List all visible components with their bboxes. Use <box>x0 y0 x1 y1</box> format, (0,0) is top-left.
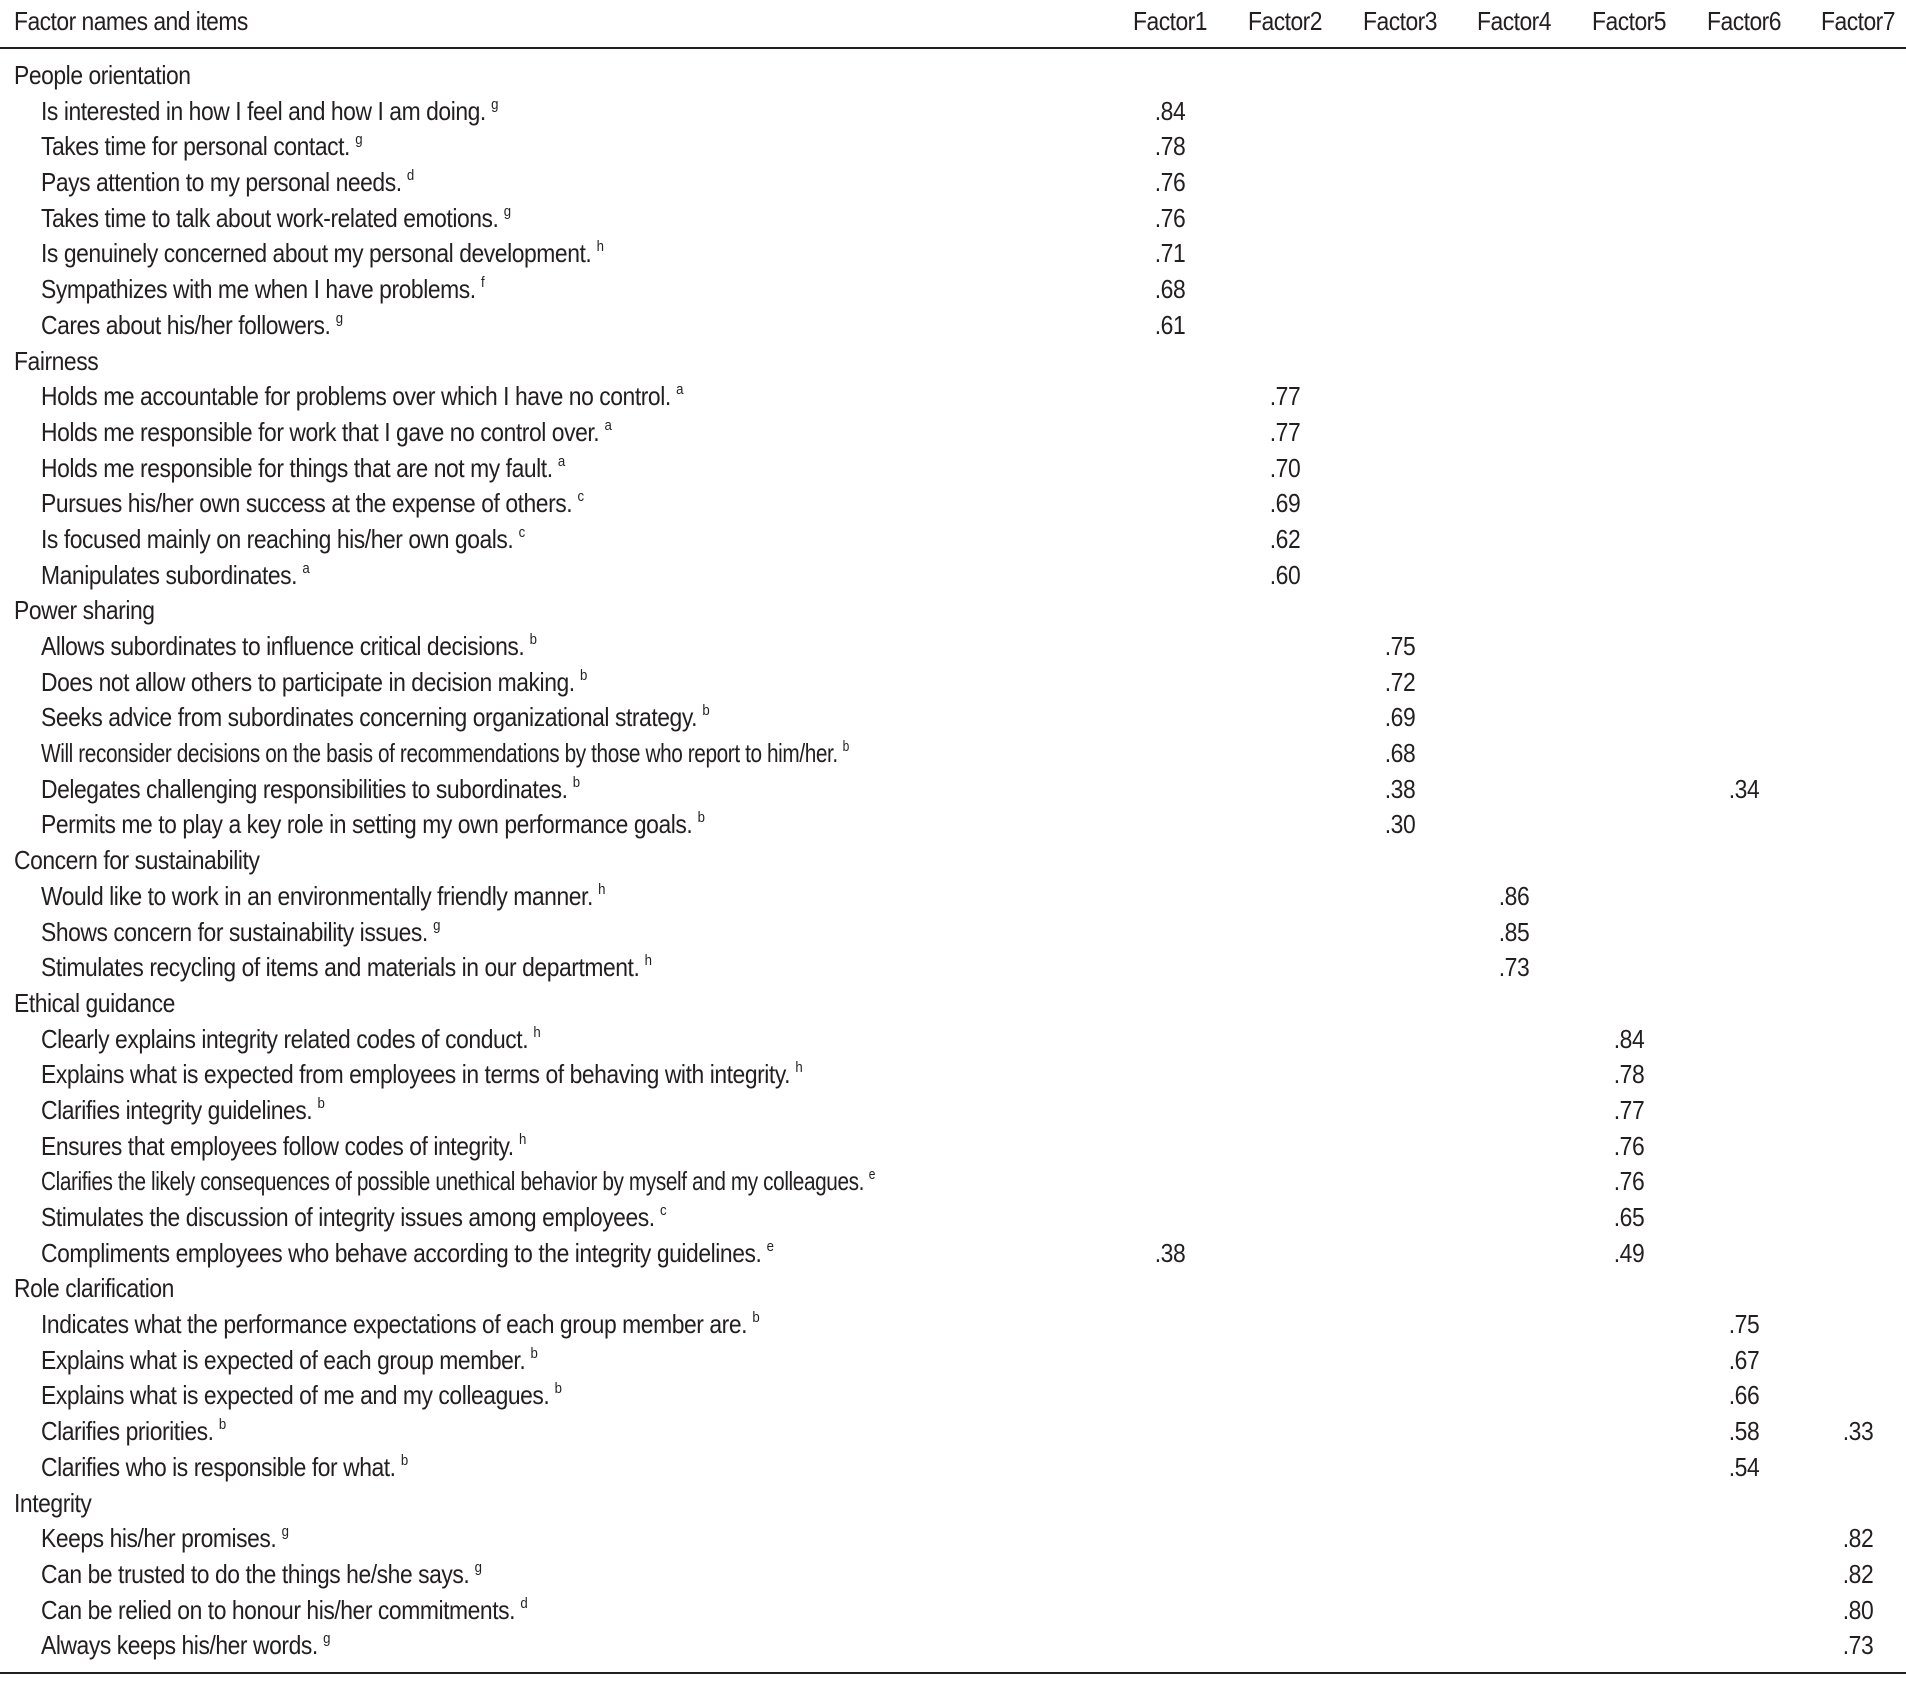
item-row <box>0 629 1906 665</box>
item-footnote-marker: g <box>491 95 499 113</box>
loading-factor6: .66 <box>1728 1380 1760 1411</box>
item-footnote-marker: b <box>572 773 580 791</box>
item-text: Stimulates the discussion of integrity issues among employees. <box>41 1202 655 1232</box>
item-text: Compliments employees who behave according to the integrity guidelines. <box>41 1237 762 1268</box>
item-text-cell <box>41 917 440 948</box>
item-text-cell <box>41 1523 289 1554</box>
item-footnote-marker: g <box>335 309 343 327</box>
loading-factor1: .76 <box>1154 167 1186 198</box>
header-label: Factor names and items <box>14 6 248 36</box>
item-text-cell <box>41 417 611 448</box>
item-text: Indicates what the performance expectations of each group member are. <box>41 1309 748 1340</box>
item-row <box>0 379 1906 415</box>
item-text: Holds me responsible for things that are not my fault. <box>41 452 553 483</box>
item-footnote-marker: a <box>676 381 683 399</box>
item-text-cell <box>41 809 704 840</box>
loading-factor2: .77 <box>1269 381 1301 412</box>
item-text: Can be relied on to honour his/her commitments. <box>41 1594 516 1625</box>
section-name: Ethical guidance <box>14 987 175 1018</box>
loading-factor6: .54 <box>1728 1451 1760 1482</box>
item-row <box>0 879 1906 915</box>
item-row <box>0 415 1906 451</box>
loading-factor4: .85 <box>1498 916 1530 947</box>
item-footnote-marker: c <box>518 523 525 541</box>
item-text-cell <box>41 702 709 733</box>
loading-factor1: .71 <box>1154 238 1186 269</box>
item-footnote-marker: b <box>702 702 710 720</box>
loading-factor5: .76 <box>1613 1130 1645 1161</box>
item-row <box>0 1450 1906 1486</box>
item-text: Is genuinely concerned about my personal development. <box>41 238 592 269</box>
item-text: Clearly explains integrity related codes of conduct. <box>41 1023 529 1054</box>
item-text-cell <box>41 1630 330 1661</box>
section-name: Role clarification <box>14 1273 174 1304</box>
loading-factor7: .73 <box>1842 1630 1874 1661</box>
item-row <box>0 1236 1906 1272</box>
item-row <box>0 1200 1906 1236</box>
item-row <box>0 700 1906 736</box>
loading-factor5: .84 <box>1613 1023 1645 1054</box>
item-footnote-marker: b <box>579 666 587 684</box>
item-text: Keeps his/her promises. <box>41 1523 277 1554</box>
item-text-cell <box>41 1095 324 1126</box>
item-text-cell <box>41 167 414 198</box>
item-text-cell <box>41 1166 875 1197</box>
loading-factor3: .72 <box>1384 666 1416 697</box>
section-row <box>0 58 1906 94</box>
item-text: Clarifies who is responsible for what. <box>41 1451 396 1482</box>
item-text: Is focused mainly on reaching his/her own goals. <box>41 523 514 554</box>
item-footnote-marker: b <box>400 1451 408 1469</box>
item-footnote-marker: g <box>281 1523 289 1541</box>
loading-factor7: .80 <box>1842 1594 1874 1625</box>
item-text: Sympathizes with me when I have problems. <box>41 274 476 305</box>
loading-factor3: .38 <box>1384 773 1416 804</box>
loading-factor3: .69 <box>1384 702 1416 733</box>
item-row <box>0 94 1906 130</box>
item-text-cell <box>41 1024 540 1055</box>
item-row <box>0 1414 1906 1450</box>
loading-factor2: .69 <box>1269 488 1301 519</box>
section-name: Concern for sustainability <box>14 845 260 876</box>
loading-factor2: .62 <box>1269 523 1301 554</box>
item-row <box>0 165 1906 201</box>
loading-factor6: .75 <box>1728 1309 1760 1340</box>
item-text: Permits me to play a key role in setting my own performance goals. <box>41 809 693 840</box>
item-row <box>0 1557 1906 1593</box>
item-text-cell <box>41 560 309 591</box>
table-body <box>0 58 1906 1664</box>
item-footnote-marker: h <box>596 238 604 256</box>
section-row <box>0 986 1906 1022</box>
loading-factor5: .65 <box>1613 1202 1645 1232</box>
item-footnote-marker: g <box>503 202 511 220</box>
item-text: Takes time to talk about work-related emotions. <box>41 202 499 233</box>
item-row <box>0 1343 1906 1379</box>
item-row <box>0 522 1906 558</box>
item-footnote-marker: b <box>317 1094 325 1112</box>
item-text: Cares about his/her followers. <box>41 309 331 340</box>
header-rule <box>0 47 1906 49</box>
item-text-cell <box>41 1345 537 1376</box>
item-row <box>0 1164 1906 1200</box>
loading-factor5: .78 <box>1613 1059 1645 1090</box>
item-footnote-marker: h <box>533 1023 541 1041</box>
item-text: Explains what is expected from employees in terms of behaving with integrity. <box>41 1059 791 1090</box>
loading-factor5: .49 <box>1613 1237 1645 1268</box>
item-row <box>0 558 1906 594</box>
item-text: Pays attention to my personal needs. <box>41 167 402 198</box>
item-text-cell <box>41 274 484 305</box>
item-row <box>0 486 1906 522</box>
loading-factor6: .67 <box>1728 1344 1760 1375</box>
item-row <box>0 451 1906 487</box>
header-factor3: Factor3 <box>1363 6 1437 36</box>
item-text: Can be trusted to do the things he/she says. <box>41 1558 470 1589</box>
item-footnote-marker: h <box>795 1059 803 1077</box>
item-footnote-marker: g <box>323 1630 330 1648</box>
item-text-cell <box>41 1059 802 1090</box>
item-footnote-marker: h <box>644 952 652 970</box>
item-footnote-marker: g <box>474 1558 482 1576</box>
loading-factor1: .68 <box>1154 274 1186 305</box>
table-header-row <box>0 0 1906 47</box>
item-footnote-marker: h <box>598 880 606 898</box>
item-row <box>0 1521 1906 1557</box>
item-row <box>0 1378 1906 1414</box>
item-text-cell <box>41 738 849 769</box>
item-text: Does not allow others to participate in decision making. <box>41 666 575 697</box>
item-text: Takes time for personal contact. <box>41 131 350 162</box>
item-text: Clarifies the likely consequences of possible unethical behavior by myself and my colleagues. <box>41 1166 864 1197</box>
item-text-cell <box>41 1416 226 1447</box>
section-row <box>0 843 1906 879</box>
item-footnote-marker: b <box>529 631 537 648</box>
section-row <box>0 344 1906 380</box>
loading-factor3: .75 <box>1384 631 1416 661</box>
loading-factor3: .30 <box>1384 809 1416 840</box>
item-footnote-marker: b <box>752 1309 760 1327</box>
item-row <box>0 915 1906 951</box>
section-name: Integrity <box>14 1487 92 1518</box>
header-factor4: Factor4 <box>1477 6 1551 36</box>
section-name: Power sharing <box>14 595 155 626</box>
section-row <box>0 593 1906 629</box>
item-row <box>0 1307 1906 1343</box>
item-footnote-marker: c <box>659 1202 667 1219</box>
header-factor1: Factor1 <box>1133 6 1207 36</box>
item-footnote-marker: a <box>557 452 565 470</box>
section-name: Fairness <box>14 345 99 376</box>
header-factor6: Factor6 <box>1707 6 1781 36</box>
item-row <box>0 236 1906 272</box>
item-footnote-marker: d <box>406 167 414 185</box>
item-footnote-marker: a <box>302 559 310 577</box>
item-text: Delegates challenging responsibilities to subordinates. <box>41 773 568 804</box>
item-row <box>0 736 1906 772</box>
item-row <box>0 272 1906 308</box>
loading-factor4: .73 <box>1498 952 1530 983</box>
item-footnote-marker: b <box>554 1380 562 1398</box>
item-text-cell <box>41 1202 666 1233</box>
item-text-cell <box>41 1559 482 1590</box>
item-text: Ensures that employees follow codes of integrity. <box>41 1130 514 1161</box>
item-row <box>0 665 1906 701</box>
item-text: Holds me responsible for work that I gave no control over. <box>41 416 600 447</box>
header-factor7: Factor7 <box>1821 6 1895 36</box>
item-footnote-marker: g <box>355 131 363 149</box>
loading-factor1: .78 <box>1154 131 1186 162</box>
item-text-cell <box>41 203 511 234</box>
item-text: Always keeps his/her words. <box>41 1630 318 1661</box>
section-row <box>0 1486 1906 1522</box>
loading-factor3: .68 <box>1384 738 1416 769</box>
item-footnote-marker: f <box>480 274 485 292</box>
item-text-cell <box>41 1131 526 1162</box>
loading-factor2: .60 <box>1269 559 1301 590</box>
loading-factor2: .70 <box>1269 452 1301 483</box>
item-text-cell <box>41 131 362 162</box>
loading-factor7: .82 <box>1842 1558 1874 1589</box>
item-row <box>0 308 1906 344</box>
loading-factor6: .34 <box>1728 773 1760 804</box>
item-text: Explains what is expected of each group member. <box>41 1344 526 1375</box>
bottom-rule <box>0 1672 1906 1674</box>
item-text-cell <box>41 488 584 519</box>
item-text: Pursues his/her own success at the expense of others. <box>41 488 573 519</box>
loading-factor7: .33 <box>1842 1416 1874 1447</box>
item-footnote-marker: b <box>697 809 705 827</box>
loading-factor4: .86 <box>1498 880 1530 911</box>
item-text-cell <box>41 381 683 412</box>
item-footnote-marker: d <box>520 1594 528 1612</box>
header-factor2: Factor2 <box>1248 6 1322 36</box>
item-text: Shows concern for sustainability issues. <box>41 916 428 947</box>
item-text: Clarifies priorities. <box>41 1416 214 1447</box>
item-text-cell <box>41 1595 527 1626</box>
item-text-cell <box>41 881 605 912</box>
item-text-cell <box>41 631 536 662</box>
item-text-cell <box>41 96 498 127</box>
item-footnote-marker: a <box>604 416 612 434</box>
item-text: Manipulates subordinates. <box>41 559 298 590</box>
item-text-cell <box>41 238 603 269</box>
loading-factor5: .76 <box>1613 1166 1645 1197</box>
loading-factor1: .61 <box>1154 309 1186 340</box>
item-text-cell <box>41 1238 774 1269</box>
item-row <box>0 1593 1906 1629</box>
item-footnote-marker: b <box>218 1416 226 1434</box>
item-text: Seeks advice from subordinates concerning organizational strategy. <box>41 702 698 733</box>
section-row <box>0 1271 1906 1307</box>
item-text: Is interested in how I feel and how I am doing. <box>41 95 486 126</box>
item-text-cell <box>41 1380 562 1411</box>
item-row <box>0 1022 1906 1058</box>
loading-factor1: .38 <box>1154 1237 1186 1268</box>
item-row <box>0 1129 1906 1165</box>
item-text: Holds me accountable for problems over which I have no control. <box>41 381 671 412</box>
item-text-cell <box>41 667 587 698</box>
item-text-cell <box>41 310 343 341</box>
item-footnote-marker: g <box>433 916 440 934</box>
item-text: Clarifies integrity guidelines. <box>41 1094 313 1125</box>
item-text-cell <box>41 774 580 805</box>
item-text: Explains what is expected of me and my colleagues. <box>41 1380 550 1411</box>
loading-factor1: .76 <box>1154 202 1186 233</box>
loading-factor1: .84 <box>1154 95 1186 126</box>
item-text-cell <box>41 952 652 983</box>
item-text: Will reconsider decisions on the basis of recommendations by those who report to him/her. <box>41 738 838 769</box>
item-text: Would like to work in an environmentally friendly manner. <box>41 880 593 911</box>
item-footnote-marker: e <box>766 1237 774 1255</box>
item-footnote-marker: b <box>842 738 849 756</box>
item-footnote-marker: e <box>868 1166 876 1184</box>
item-row <box>0 1628 1906 1664</box>
item-row <box>0 772 1906 808</box>
section-name: People orientation <box>14 60 191 90</box>
item-text: Stimulates recycling of items and materials in our department. <box>41 952 640 983</box>
header-factor5: Factor5 <box>1592 6 1666 36</box>
item-row <box>0 1093 1906 1129</box>
loading-factor5: .77 <box>1613 1094 1645 1125</box>
loading-factor7: .82 <box>1842 1523 1874 1554</box>
item-row <box>0 807 1906 843</box>
item-text-cell <box>41 1452 408 1483</box>
item-text-cell <box>41 524 525 555</box>
loading-factor2: .77 <box>1269 416 1301 447</box>
item-footnote-marker: c <box>577 488 584 506</box>
item-row <box>0 950 1906 986</box>
loading-factor6: .58 <box>1728 1416 1760 1447</box>
item-text-cell <box>41 453 565 484</box>
item-row <box>0 201 1906 237</box>
item-row <box>0 129 1906 165</box>
item-footnote-marker: h <box>519 1130 526 1148</box>
item-text: Allows subordinates to influence critical decisions. <box>41 631 525 661</box>
item-footnote-marker: b <box>530 1344 538 1362</box>
item-row <box>0 1057 1906 1093</box>
item-text-cell <box>41 1309 759 1340</box>
